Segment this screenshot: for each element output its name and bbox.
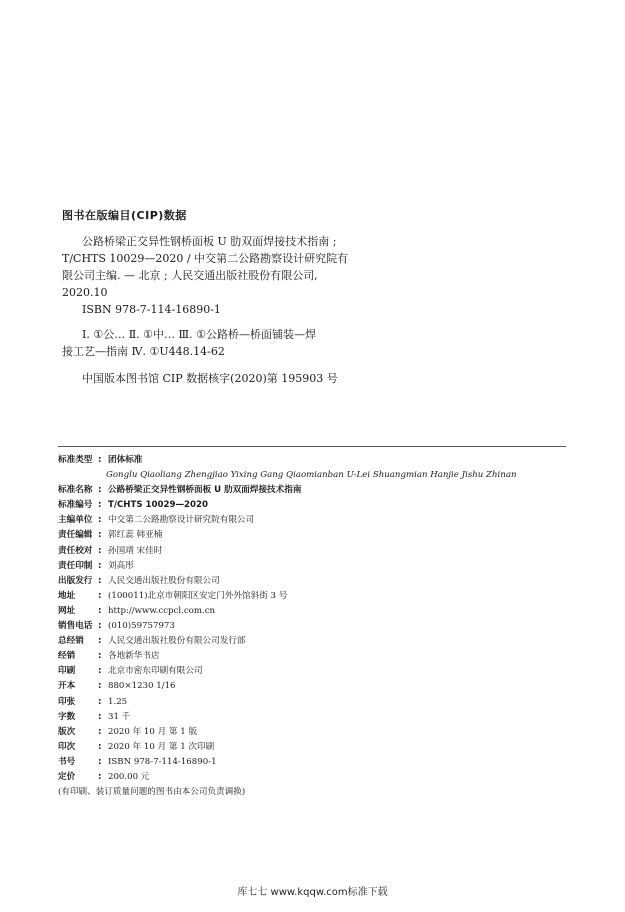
pinyin-title: Gonglu Qiaoliang Zhengjiao Yixing Gang Qiaomianban U-Lei Shuangmian Hanjie Jishu Zhinan [106, 470, 517, 481]
quality-note: (有印刷、装订质量问题的图书由本公司负责调换) [58, 787, 246, 798]
cip-line-1: 公路桥梁正交异性钢桥面板 U 肋双面焊接技术指南 ; [82, 235, 337, 248]
info-key: 印次 : [58, 741, 102, 752]
info-row-sheets [58, 695, 578, 710]
info-row-print-manager [58, 559, 578, 574]
section-divider [58, 446, 566, 447]
info-key: 印张 : [58, 696, 102, 707]
info-value: 2020 年 10 月 第 1 次印刷 [108, 741, 215, 752]
info-key: 定价 : [58, 771, 102, 782]
cip-line-2: T/CHTS 10029—2020 / 中交第二公路勘察设计研究院有 [62, 252, 349, 265]
info-key: 责任校对 : [58, 545, 102, 556]
info-row-price [58, 770, 578, 785]
watermark-footer: 库七七 www.kqqw.com标准下载 [237, 887, 388, 898]
cip-block [62, 207, 402, 387]
info-value: 200.00 元 [108, 771, 150, 782]
info-value: 人民交通出版社股份有限公司发行部 [108, 636, 246, 647]
info-row-word-count [58, 710, 578, 725]
info-key: 印刷 : [58, 666, 102, 677]
info-row-publisher [58, 574, 578, 589]
info-row-standard-number [58, 498, 578, 513]
info-row-editors [58, 528, 578, 543]
info-key: 标准类型 : [58, 455, 102, 465]
info-key: 责任印制 : [58, 560, 102, 571]
info-row-chief-editor-unit [58, 513, 578, 528]
info-row-standard-name [58, 483, 578, 498]
info-key: 地址 : [58, 590, 102, 601]
info-row-general-distributor [58, 634, 578, 649]
info-value: T/CHTS 10029—2020 [108, 500, 208, 511]
cip-isbn: ISBN 978-7-114-16890-1 [82, 303, 221, 316]
info-key: 标准名称 : [58, 485, 102, 496]
info-value: 1.25 [108, 696, 128, 707]
info-key: 经销 : [58, 651, 102, 662]
info-value: (010)59757973 [108, 621, 175, 632]
info-key: 字数 : [58, 711, 102, 722]
info-value: 北京市密东印刷有限公司 [108, 666, 203, 677]
info-value: 团体标准 [108, 455, 143, 465]
cip-record-number: 中国版本图书馆 CIP 数据核字(2020)第 195903 号 [82, 372, 338, 385]
info-value: (100011)北京市朝阳区安定门外外馆斜街 3 号 [108, 590, 288, 601]
info-row-distributor [58, 649, 578, 664]
info-value: 880×1230 1/16 [108, 681, 176, 692]
info-value: 各地新华书店 [108, 651, 160, 662]
cip-line-4: 2020.10 [62, 286, 108, 299]
info-key: 出版发行 : [58, 575, 102, 586]
info-row-standard-type [58, 453, 578, 468]
info-key: 网址 : [58, 605, 102, 616]
info-key: 责任编辑 : [58, 530, 102, 541]
cip-subject-line-2: 接工艺—指南 Ⅳ. ①U448.14-62 [62, 345, 225, 358]
info-row-sales-phone [58, 619, 578, 634]
info-row-book-number [58, 755, 578, 770]
info-key: 总经销 : [58, 636, 102, 647]
info-row-edition [58, 725, 578, 740]
info-value: 人民交通出版社股份有限公司 [108, 575, 220, 586]
info-key: 版次 : [58, 726, 102, 737]
info-row-printer [58, 664, 578, 679]
info-key: 开本 : [58, 681, 102, 692]
cip-title: 图书在版编目(CIP)数据 [62, 209, 187, 222]
info-key: 主编单位 : [58, 515, 102, 526]
info-value: 孙国靖 宋佳时 [108, 545, 163, 556]
info-row-address [58, 589, 578, 604]
info-row-website [58, 604, 578, 619]
info-value: 刘高彤 [108, 560, 134, 571]
info-key: 书号 : [58, 756, 102, 767]
info-value: 31 千 [108, 711, 131, 722]
info-row-impression [58, 740, 578, 755]
info-value: 中交第二公路勘察设计研究院有限公司 [108, 515, 255, 526]
info-row-proofreaders [58, 544, 578, 559]
info-key: 标准编号 : [58, 500, 102, 511]
info-key: 销售电话 : [58, 621, 102, 632]
info-value: 2020 年 10 月 第 1 版 [108, 726, 198, 737]
info-value: 公路桥梁正交异性钢桥面板 U 肋双面焊接技术指南 [108, 485, 302, 496]
publication-info [58, 453, 578, 800]
info-value: ISBN 978-7-114-16890-1 [108, 756, 217, 767]
cip-line-3: 限公司主编. — 北京 ; 人民交通出版社股份有限公司, [62, 269, 318, 282]
info-value: 郭红蕊 韩亚楠 [108, 530, 163, 541]
info-value: http://www.ccpcl.com.cn [108, 605, 216, 616]
info-row-format [58, 679, 578, 694]
cip-subject-line-1: Ⅰ. ①公… Ⅱ. ①中… Ⅲ. ①公路桥—桥面铺装—焊 [82, 328, 316, 341]
